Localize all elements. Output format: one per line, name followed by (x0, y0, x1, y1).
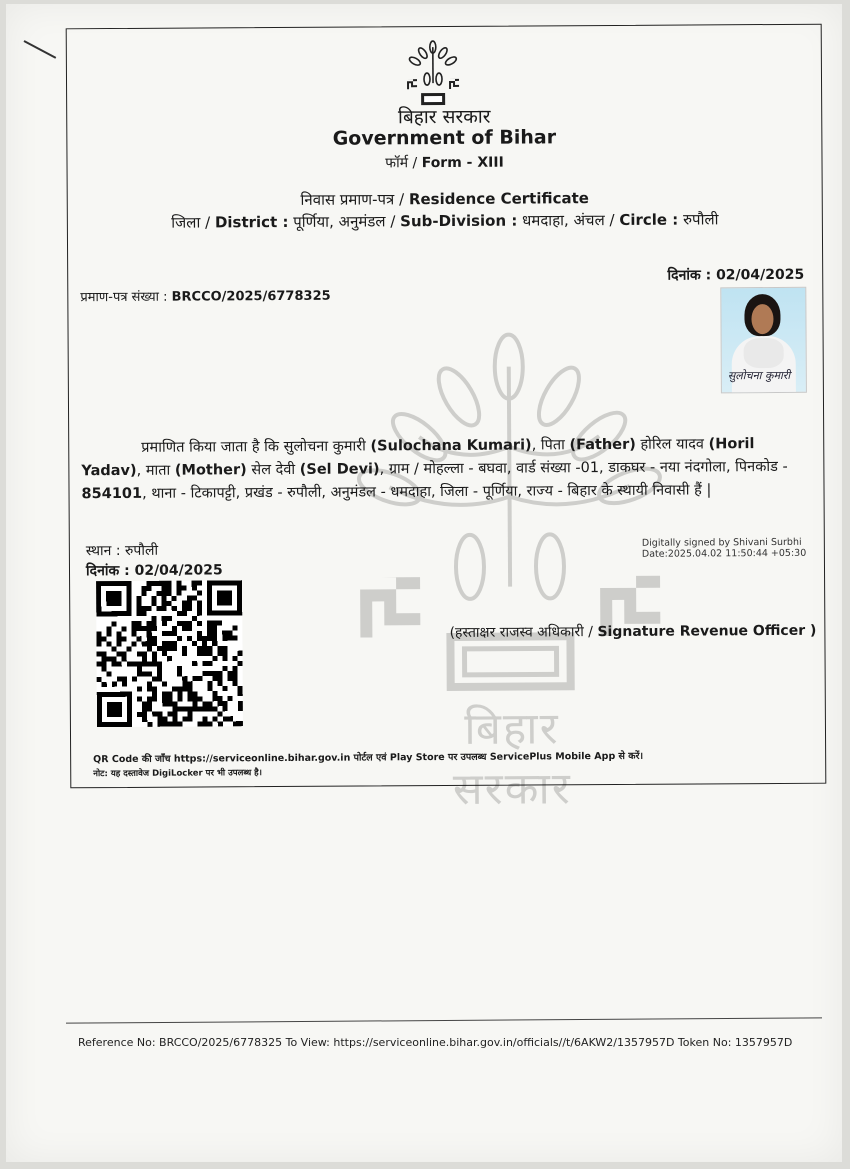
photo-signature: सुलोचना कुमारी (727, 368, 791, 383)
district-line (68, 209, 822, 234)
paper-sheet (6, 4, 842, 1162)
subdivision-value: धमदाहा, अंचल / (517, 210, 620, 230)
reference-line: Reference No: BRCCO/2025/6778325 To View: https://serviceonline.bihar.gov.in/officials//t/6AKW2/1357957D Token No: 1357957D (78, 1036, 793, 1049)
signature-hindi: (हस्ताक्षर राजस्व अधिकारी / (449, 624, 598, 641)
digital-signature-date: Date:2025.04.02 11:50:44 +05:30 (641, 547, 807, 560)
issue-date: दिनांक : 02/04/2025 (667, 266, 805, 284)
mother-name-english: (Sel Devi) (299, 461, 380, 478)
certificate-number-value: BRCCO/2025/6778325 (171, 288, 331, 305)
qr-note (93, 750, 643, 781)
footer-divider (66, 1017, 822, 1023)
district-value: पूर्णिया, अनुमंडल / (288, 212, 401, 231)
pincode: 854101 (81, 485, 143, 503)
pen-mark (24, 40, 57, 59)
hindi-government-title: बिहार सरकार (397, 105, 491, 129)
signature-english: Signature Revenue Officer ) (597, 622, 817, 641)
place-date: दिनांक : 02/04/2025 (85, 562, 223, 580)
body-part-2: , पिता (531, 437, 570, 454)
photo-face (751, 304, 773, 334)
body-part-4: , माता (136, 462, 175, 479)
father-name-english: (Horil Yadav) (81, 436, 755, 480)
watermark-text: बिहार सरकार (452, 703, 572, 815)
form-title (67, 151, 821, 175)
certificate-number-label: प्रमाण-पत्र संख्या : (80, 289, 172, 306)
circle-value: रुपौली (678, 210, 719, 229)
form-label: Form - XIII (421, 154, 504, 172)
certificate-title-english: Residence Certificate (408, 189, 590, 209)
mother-label: (Mother) (174, 462, 247, 479)
circle-label: Circle : (619, 210, 679, 229)
certificate-title (68, 187, 822, 212)
watermark-emblem (349, 326, 672, 815)
photo-scarf (744, 338, 784, 368)
body-part-6: , ग्राम / मोहल्ला - बघवा, वार्ड संख्या -01, डाकघर - नया नंदगोला, पिनकोड - (379, 458, 788, 478)
body-part-1: प्रमाणित किया जाता है कि सुलोचना कुमारी (141, 438, 371, 456)
qr-verification-note: QR Code की जाँच https://serviceonline.bihar.gov.in पोर्टल एवं Play Store पर उपलब्ध ServicePlus Mobile App से करें। (93, 750, 644, 766)
body-part-7: , थाना - टिकापट्टी, प्रखंड - रुपौली, अनुमंडल - धमदाहा, जिला - पूर्णिया, राज्य - बिहार के स्थायी निवासी हैं | (142, 482, 712, 502)
form-hindi: फॉर्म / (385, 155, 422, 172)
district-prefix: जिला / (171, 213, 215, 232)
father-label: (Father) (569, 436, 636, 454)
government-title: Government of Bihar (332, 126, 557, 150)
qr-code-icon[interactable] (96, 580, 243, 727)
digilocker-note: नोट: यह दस्तावेज DigiLocker पर भी उपलब्ध है। (93, 768, 262, 780)
certificate-body (81, 433, 817, 506)
officer-signature-label (450, 621, 817, 642)
subdivision-label: Sub-Division : (400, 211, 518, 231)
certificate-title-hindi: निवास प्रमाण-पत्र / (300, 190, 409, 209)
place: स्थान : रुपौली (85, 542, 159, 560)
applicant-photo (720, 287, 807, 394)
certificate-number (80, 286, 330, 306)
applicant-name-english: (Sulochana Kumari) (370, 437, 532, 455)
bihar-emblem-icon (403, 39, 463, 111)
body-part-3: होरिल यादव (635, 436, 709, 453)
digital-signature (642, 537, 806, 560)
digital-signed-by: Digitally signed by Shivani Surbhi (641, 536, 802, 549)
district-label: District : (214, 212, 289, 232)
body-part-5: सेल देवी (246, 461, 300, 479)
certificate-frame (66, 24, 827, 815)
